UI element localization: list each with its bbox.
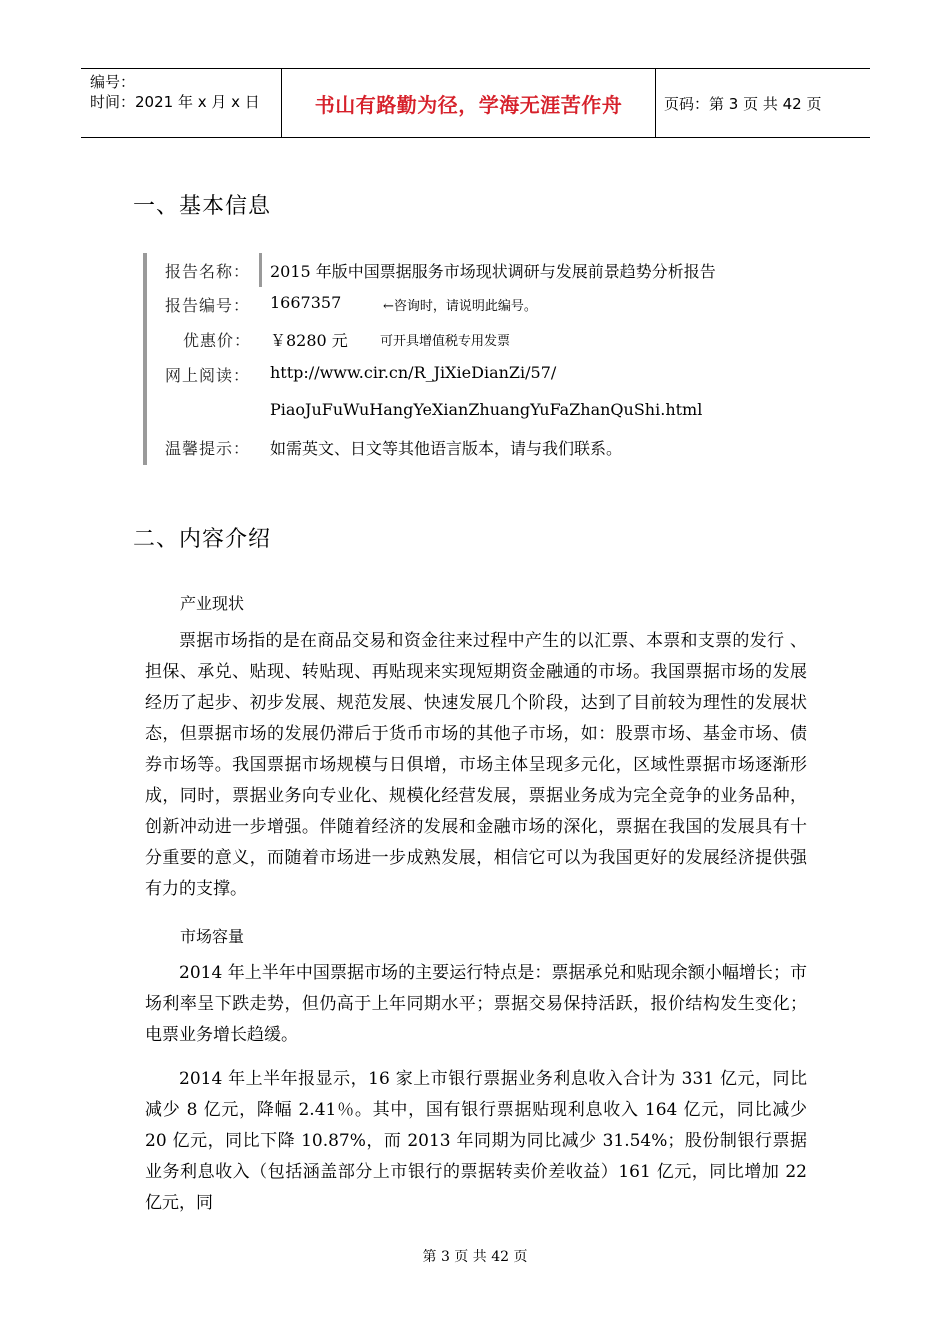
report-number-label: 报告编号： bbox=[165, 296, 251, 315]
tip-text: 如需英文、日文等其他语言版本，请与我们联系。 bbox=[270, 439, 623, 458]
header-motto: 书山有路勤为径，学海无涯苦作舟 bbox=[314, 92, 623, 117]
doc-date-label: 时间：2021 年 x 月 x 日 bbox=[90, 93, 260, 111]
section-title-basic-info: 一、基本信息 bbox=[133, 194, 272, 219]
price-value: ￥8280 元 bbox=[270, 331, 348, 350]
report-name-label: 报告名称： bbox=[165, 262, 251, 281]
online-read-label: 网上阅读： bbox=[165, 366, 251, 385]
paragraph-industry-status: 票据市场指的是在商品交易和资金往来过程中产生的以汇票、本票和支票的发行 、担保、承兑、贴现、转贴现、再贴现来实现短期资金融通的市场。我国票据市场的发展经历了起步、初步发展、规范发展、快速发展几个阶段，达到了目前较为理性的发展状态，但票据市场的发展仍滞后于货币市场的其他子市场，如：股票市场、基金市场、债券市场等。我国票据市场规模与日俱增，市场主体呈现多元化，区域性票据市场逐渐形成，同时，票据业务向专业化、规模化经营发展，票据业务成为完全竞争的业务品种，创新冲动进一步增强。伴随着经济的发展和金融市场的深化，票据在我国的发展具有十分重要的意义，而随着市场进一步成熟发展，相信它可以为我国更好的发展经济提供强有力的支撑。 bbox=[145, 631, 807, 899]
tip-label: 温馨提示： bbox=[165, 439, 251, 458]
page-footer: 第 3 页 共 42 页 bbox=[422, 1249, 528, 1265]
info-block-bar bbox=[143, 253, 147, 465]
header-meta bbox=[90, 72, 260, 112]
price-label: 优惠价： bbox=[183, 331, 252, 350]
online-url-line2[interactable]: PiaoJuFuWuHangYeXianZhuangYuFaZhanQuShi.html bbox=[270, 400, 703, 419]
section-title-content: 二、内容介绍 bbox=[133, 527, 272, 552]
paragraph-market-features: 2014 年上半年中国票据市场的主要运行特点是：票据承兑和贴现余额小幅增长；市场利率呈下跌走势，但仍高于上年同期水平；票据交易保持活跃，报价结构发生变化；电票业务增长趋缓。 bbox=[145, 963, 807, 1045]
header-divider bbox=[655, 69, 656, 137]
invoice-note: 可开具增值税专用发票 bbox=[380, 334, 511, 349]
paragraph-bank-income: 2014 年上半年报显示，16 家上市银行票据业务利息收入合计为 331 亿元，同比减少 8 亿元，降幅 2.41％。其中，国有银行票据贴现利息收入 164 亿元，同比减少 20 亿元，同比下降 10.87%，而 2013 年同期为同比减少 31.54%；股份制银行票据业务利息收入（包括涵盖部分上市银行的票据转卖价差收益）161 亿元，同比增加 22 亿元，同 bbox=[145, 1069, 807, 1213]
document-header bbox=[81, 68, 870, 138]
report-name: 2015 年版中国票据服务市场现状调研与发展前景趋势分析报告 bbox=[270, 262, 716, 281]
header-page-number: 页码：第 3 页 共 42 页 bbox=[664, 94, 822, 113]
doc-number-label: 编号： bbox=[90, 73, 136, 91]
online-url-line1[interactable]: http://www.cir.cn/R_JiXieDianZi/57/ bbox=[270, 363, 557, 382]
report-number-note: ←咨询时，请说明此编号。 bbox=[383, 299, 537, 314]
subheading-market-capacity: 市场容量 bbox=[180, 927, 245, 946]
report-number: 1667357 bbox=[270, 293, 342, 312]
subheading-industry-status: 产业现状 bbox=[180, 594, 245, 613]
info-divider-bar bbox=[259, 253, 262, 287]
